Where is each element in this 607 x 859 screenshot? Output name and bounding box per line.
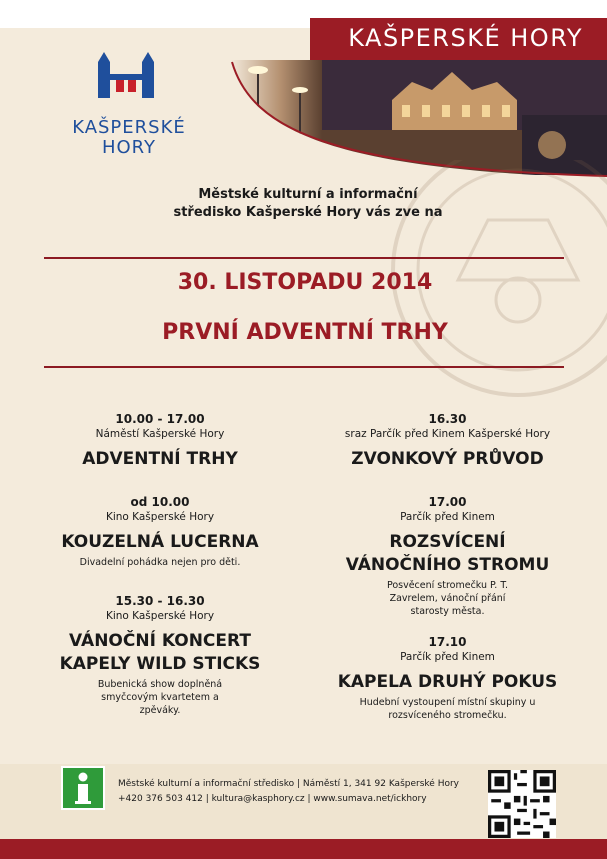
event-name: KAPELA DRUHÝ POKUS xyxy=(337,672,558,692)
bottom-divider xyxy=(44,366,564,368)
event-adventni-trhy xyxy=(60,411,260,471)
footer-address: Městské kulturní a informační středisko | Náměstí 1, 341 92 Kašperské Hory xyxy=(118,779,459,789)
intro-line2: středisko Kašperské Hory vás zve na xyxy=(173,205,443,220)
event-rozsviceni-stromu xyxy=(320,494,575,618)
event-date: 30. LISTOPADU 2014 xyxy=(177,270,433,295)
logo-line2: HORY xyxy=(101,137,157,158)
event-time: 15.30 - 16.30 xyxy=(115,594,205,608)
event-place: Parčík před Kinem xyxy=(400,651,495,663)
info-icon xyxy=(61,766,105,810)
event-time: 10.00 - 17.00 xyxy=(115,412,205,426)
event-place: Náměstí Kašperské Hory xyxy=(95,428,225,440)
event-place: Parčík před Kinem xyxy=(400,511,495,523)
town-banner xyxy=(310,18,607,60)
event-name: ROZSVÍCENÍ VÁNOČNÍHO STROMU xyxy=(345,532,550,575)
event-zvonkovy-pruvod xyxy=(320,411,575,471)
event-place: Kino Kašperské Hory xyxy=(105,511,215,523)
info-i-glyph xyxy=(63,768,103,808)
logo-line1: KAŠPERSKÉ xyxy=(72,117,186,138)
event-desc: Posvěcení stromečku P. T. Zavrelem, vánoční přání starosty města. xyxy=(386,580,509,617)
event-time: 16.30 xyxy=(428,412,467,426)
logo-text xyxy=(66,118,192,158)
footer-bar xyxy=(0,839,607,859)
event-place: sraz Parčík před Kinem Kašperské Hory xyxy=(344,428,551,440)
event-desc: Divadelní pohádka nejen pro děti. xyxy=(79,557,241,568)
qr-code-icon xyxy=(488,770,556,838)
event-name: KOUZELNÁ LUCERNA xyxy=(61,532,259,552)
event-name: VÁNOČNÍ KONCERT KAPELY WILD STICKS xyxy=(59,631,261,674)
event-time: 17.10 xyxy=(428,635,467,649)
event-time: od 10.00 xyxy=(130,495,190,509)
event-name: ZVONKOVÝ PRŮVOD xyxy=(351,449,544,469)
intro-line1: Městské kulturní a informační xyxy=(198,187,418,202)
event-time: 17.00 xyxy=(428,495,467,509)
event-place: Kino Kašperské Hory xyxy=(105,610,215,622)
intro-text xyxy=(150,186,466,222)
event-kapela-druhy-pokus xyxy=(320,634,575,722)
event-kouzelna-lucerna xyxy=(60,494,260,569)
footer-contact: +420 376 503 412 | kultura@kasphory.cz | www.sumava.net/ickhory xyxy=(118,794,427,804)
event-name: ADVENTNÍ TRHY xyxy=(82,449,238,469)
castle-logo-icon xyxy=(94,52,158,98)
event-title: PRVNÍ ADVENTNÍ TRHY xyxy=(162,320,448,345)
event-vanocni-koncert xyxy=(55,593,265,717)
event-desc: Hudební vystoupení místní skupiny u rozsvíceného stromečku. xyxy=(359,697,536,721)
town-name: KAŠPERSKÉ HORY xyxy=(348,24,583,52)
top-divider xyxy=(44,257,564,259)
event-desc: Bubenická show doplněná smyčcovým kvartetem a zpěváky. xyxy=(97,679,223,716)
